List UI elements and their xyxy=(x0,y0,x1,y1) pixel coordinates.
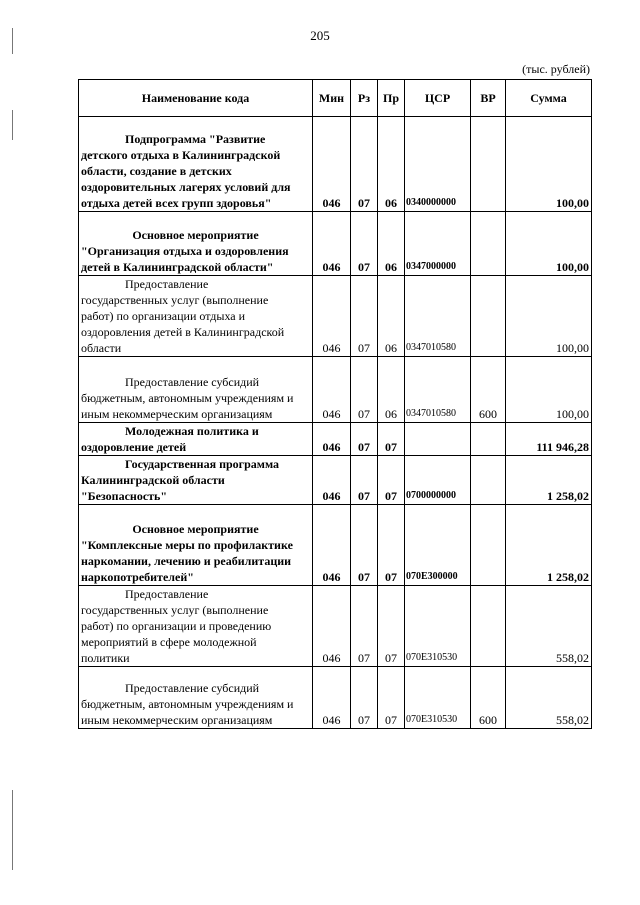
cell-rz: 07 xyxy=(351,117,378,212)
cell-rz: 07 xyxy=(351,505,378,586)
row-name-line: "Организация отдыха и оздоровления xyxy=(81,244,289,258)
cell-csr: 0347010580 xyxy=(405,276,471,357)
cell-min: 046 xyxy=(313,423,351,456)
cell-sum: 1 258,02 xyxy=(506,505,592,586)
cell-vr xyxy=(471,505,506,586)
cell-min: 046 xyxy=(313,456,351,505)
cell-csr: 0347010580 xyxy=(405,357,471,423)
cell-vr xyxy=(471,586,506,667)
row-name-line: Предоставление xyxy=(125,587,209,601)
cell-pr: 07 xyxy=(378,456,405,505)
cell-vr xyxy=(471,423,506,456)
row-name-line: государственных услуг (выполнение xyxy=(81,603,269,617)
cell-vr xyxy=(471,212,506,276)
row-name-line: иным некоммерческим организациям xyxy=(81,713,273,727)
table-row xyxy=(79,423,592,456)
row-name-line: Основное мероприятие xyxy=(132,522,259,536)
page-number: 205 xyxy=(310,28,330,43)
cell-rz: 07 xyxy=(351,276,378,357)
row-name-line: мероприятий в сфере молодежной xyxy=(81,635,257,649)
row-name-line: политики xyxy=(81,651,130,665)
row-name-line: детей в Калининградской области" xyxy=(81,260,274,274)
row-name-line: работ) по организации и проведению xyxy=(81,619,272,633)
row-name-cell xyxy=(79,212,313,276)
cell-min: 046 xyxy=(313,212,351,276)
table-header-row xyxy=(79,80,592,117)
cell-rz: 07 xyxy=(351,456,378,505)
row-name-line: работ) по организации отдыха и xyxy=(81,309,246,323)
cell-vr xyxy=(471,117,506,212)
row-name-cell xyxy=(79,423,313,456)
row-name-line: "Безопасность" xyxy=(81,489,168,503)
cell-min: 046 xyxy=(313,276,351,357)
binding-margin-line xyxy=(12,110,13,140)
cell-sum: 100,00 xyxy=(506,276,592,357)
cell-csr: 070Е310530 xyxy=(405,667,471,729)
row-name-cell xyxy=(79,456,313,505)
cell-sum: 558,02 xyxy=(506,667,592,729)
row-name-line: Государственная программа xyxy=(125,457,280,471)
cell-csr: 0347000000 xyxy=(405,212,471,276)
cell-rz: 07 xyxy=(351,423,378,456)
col-header-csr: ЦСР xyxy=(405,80,471,117)
units-note: (тыс. рублей) xyxy=(522,62,590,76)
cell-rz: 07 xyxy=(351,667,378,729)
cell-min: 046 xyxy=(313,505,351,586)
row-name-line: Подпрограмма "Развитие xyxy=(125,132,266,146)
row-name-cell xyxy=(79,117,313,212)
cell-pr: 07 xyxy=(378,423,405,456)
row-name-line: Предоставление xyxy=(125,277,209,291)
row-name-line: Молодежная политика и xyxy=(125,424,259,438)
cell-vr xyxy=(471,276,506,357)
cell-pr: 06 xyxy=(378,117,405,212)
cell-pr: 07 xyxy=(378,586,405,667)
cell-pr: 07 xyxy=(378,667,405,729)
cell-sum: 100,00 xyxy=(506,212,592,276)
col-header-vr: ВР xyxy=(471,80,506,117)
row-name-cell xyxy=(79,586,313,667)
cell-pr: 06 xyxy=(378,212,405,276)
row-name-line: отдыха детей всех групп здоровья" xyxy=(81,196,272,210)
table-row xyxy=(79,276,592,357)
cell-pr: 07 xyxy=(378,505,405,586)
cell-csr: 0340000000 xyxy=(405,117,471,212)
table-row xyxy=(79,117,592,212)
cell-sum: 100,00 xyxy=(506,357,592,423)
col-header-rz: Рз xyxy=(351,80,378,117)
cell-min: 046 xyxy=(313,357,351,423)
row-name-cell xyxy=(79,667,313,729)
cell-min: 046 xyxy=(313,586,351,667)
cell-csr: 070Е310530 xyxy=(405,586,471,667)
binding-margin-line xyxy=(12,790,13,870)
cell-csr: 0700000000 xyxy=(405,456,471,505)
row-name-line: области xyxy=(81,341,122,355)
cell-min: 046 xyxy=(313,667,351,729)
row-name-cell xyxy=(79,357,313,423)
table-row xyxy=(79,456,592,505)
row-name-line: Предоставление субсидий xyxy=(125,681,260,695)
col-header-min: Мин xyxy=(313,80,351,117)
row-name-line: бюджетным, автономным учреждениям и xyxy=(81,697,294,711)
table-row xyxy=(79,667,592,729)
cell-rz: 07 xyxy=(351,357,378,423)
cell-sum: 558,02 xyxy=(506,586,592,667)
cell-csr: 070Е300000 xyxy=(405,505,471,586)
row-name-line: наркопотребителей" xyxy=(81,570,194,584)
budget-table xyxy=(78,79,592,729)
cell-vr: 600 xyxy=(471,667,506,729)
table-row xyxy=(79,212,592,276)
col-header-sum: Сумма xyxy=(506,80,592,117)
cell-vr: 600 xyxy=(471,357,506,423)
row-name-line: Основное мероприятие xyxy=(132,228,259,242)
cell-sum: 111 946,28 xyxy=(506,423,592,456)
row-name-line: оздоровительных лагерях условий для xyxy=(81,180,291,194)
cell-pr: 06 xyxy=(378,357,405,423)
cell-min: 046 xyxy=(313,117,351,212)
row-name-line: области, создание в детских xyxy=(81,164,232,178)
row-name-line: бюджетным, автономным учреждениям и xyxy=(81,391,294,405)
table-row xyxy=(79,586,592,667)
table-row xyxy=(79,505,592,586)
row-name-line: "Комплексные меры по профилактике xyxy=(81,538,293,552)
cell-sum: 1 258,02 xyxy=(506,456,592,505)
col-header-pr: Пр xyxy=(378,80,405,117)
cell-sum: 100,00 xyxy=(506,117,592,212)
cell-rz: 07 xyxy=(351,586,378,667)
binding-margin-line xyxy=(12,28,13,54)
row-name-cell xyxy=(79,505,313,586)
row-name-line: Калининградской области xyxy=(81,473,225,487)
col-header-name: Наименование кода xyxy=(79,80,313,117)
row-name-line: оздоровления детей в Калининградской xyxy=(81,325,285,339)
row-name-line: иным некоммерческим организациям xyxy=(81,407,273,421)
row-name-cell xyxy=(79,276,313,357)
row-name-line: государственных услуг (выполнение xyxy=(81,293,269,307)
cell-csr xyxy=(405,423,471,456)
row-name-line: Предоставление субсидий xyxy=(125,375,260,389)
row-name-line: детского отдыха в Калининградской xyxy=(81,148,281,162)
table-row xyxy=(79,357,592,423)
row-name-line: оздоровление детей xyxy=(81,440,187,454)
cell-pr: 06 xyxy=(378,276,405,357)
cell-rz: 07 xyxy=(351,212,378,276)
cell-vr xyxy=(471,456,506,505)
row-name-line: наркомании, лечению и реабилитации xyxy=(81,554,292,568)
